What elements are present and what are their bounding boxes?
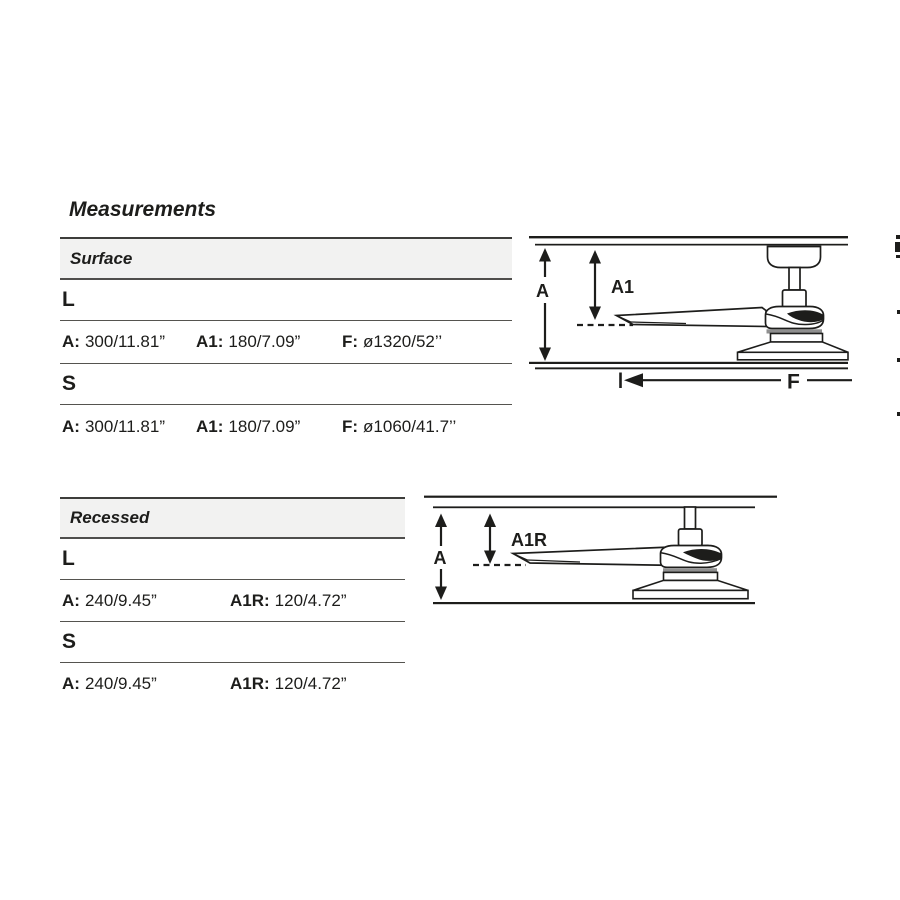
measurement-a1r [230,674,347,694]
dim-label-f: F [787,370,800,394]
measurement-f [342,417,456,437]
dim-arrow-a [539,248,551,361]
motor-housing [766,307,824,329]
table-row [60,622,405,663]
page-title: Measurements [69,198,217,221]
table-row [60,405,512,448]
measurement-label: A: [62,416,80,436]
dim-label-a1r: A1R [511,530,548,550]
ceiling-lines [424,496,777,509]
measurement-a1 [196,417,342,437]
measurement-value: 120/4.72” [274,590,347,610]
measurement-label: F: [342,416,359,436]
motor-housing [661,546,722,568]
dim-label-a1: A1 [611,277,635,297]
measurement-label: A1: [196,332,224,351]
measurement-a [62,332,196,352]
dim-arrow-a1r [484,514,496,565]
surface-header-label: Surface [70,248,133,268]
downrod [685,507,696,529]
measurement-label: A1R: [230,674,270,693]
table-row [60,539,405,580]
measurement-value: 180/7.09” [228,416,301,436]
floor-lines [529,362,848,370]
ceiling-lines [529,236,848,246]
measurement-f [342,332,442,352]
surface-measurements-table [60,237,512,448]
measurement-value: 300/11.81” [84,416,165,436]
light-diffuser [738,329,849,360]
recessed-mount-diagram [420,490,800,615]
surface-table-header [60,239,512,280]
variant-label: L [62,288,75,311]
rod-coupling [783,290,807,308]
dim-arrow-f [621,373,853,389]
ceiling-canopy [768,247,821,268]
recessed-table-header [60,499,405,539]
measurement-a [62,591,230,611]
rod-coupling [679,529,703,546]
table-row [60,280,512,321]
measurement-value: ø1060/41.7’’ [363,416,457,436]
measurement-a1r [230,591,347,611]
measurement-value: 240/9.45” [84,674,157,693]
dim-label-a: A [433,548,447,568]
measurement-value: 300/11.81” [84,332,165,351]
variant-label: S [62,630,77,653]
fan-blade [617,308,767,327]
table-row [60,580,405,622]
measurement-a1 [196,332,342,352]
table-row [60,321,512,364]
floor-line [433,602,755,604]
measurement-label: A: [62,332,80,351]
table-row [60,364,512,405]
recessed-measurements-table [60,497,405,705]
light-diffuser [633,568,748,599]
measurement-label: A: [62,674,80,693]
dim-label-a: A [536,281,549,301]
variant-label: S [62,372,77,395]
measurement-a [62,674,230,694]
variant-label: L [62,547,75,570]
measurement-a [62,417,196,437]
measurement-value: ø1320/52’’ [363,332,443,351]
measurement-label: A1R: [230,590,270,610]
measurement-label: F: [342,332,359,351]
table-row [60,663,405,705]
measurement-label: A: [62,590,80,610]
measurement-value: 180/7.09” [228,332,301,351]
measurement-value: 240/9.45” [84,590,157,610]
recessed-header-label: Recessed [70,508,150,527]
dim-arrow-a1 [589,250,601,320]
measurement-value: 120/4.72” [274,674,347,693]
measurement-label: A1: [196,416,224,436]
surface-mount-diagram [520,225,900,400]
downrod [789,268,800,291]
